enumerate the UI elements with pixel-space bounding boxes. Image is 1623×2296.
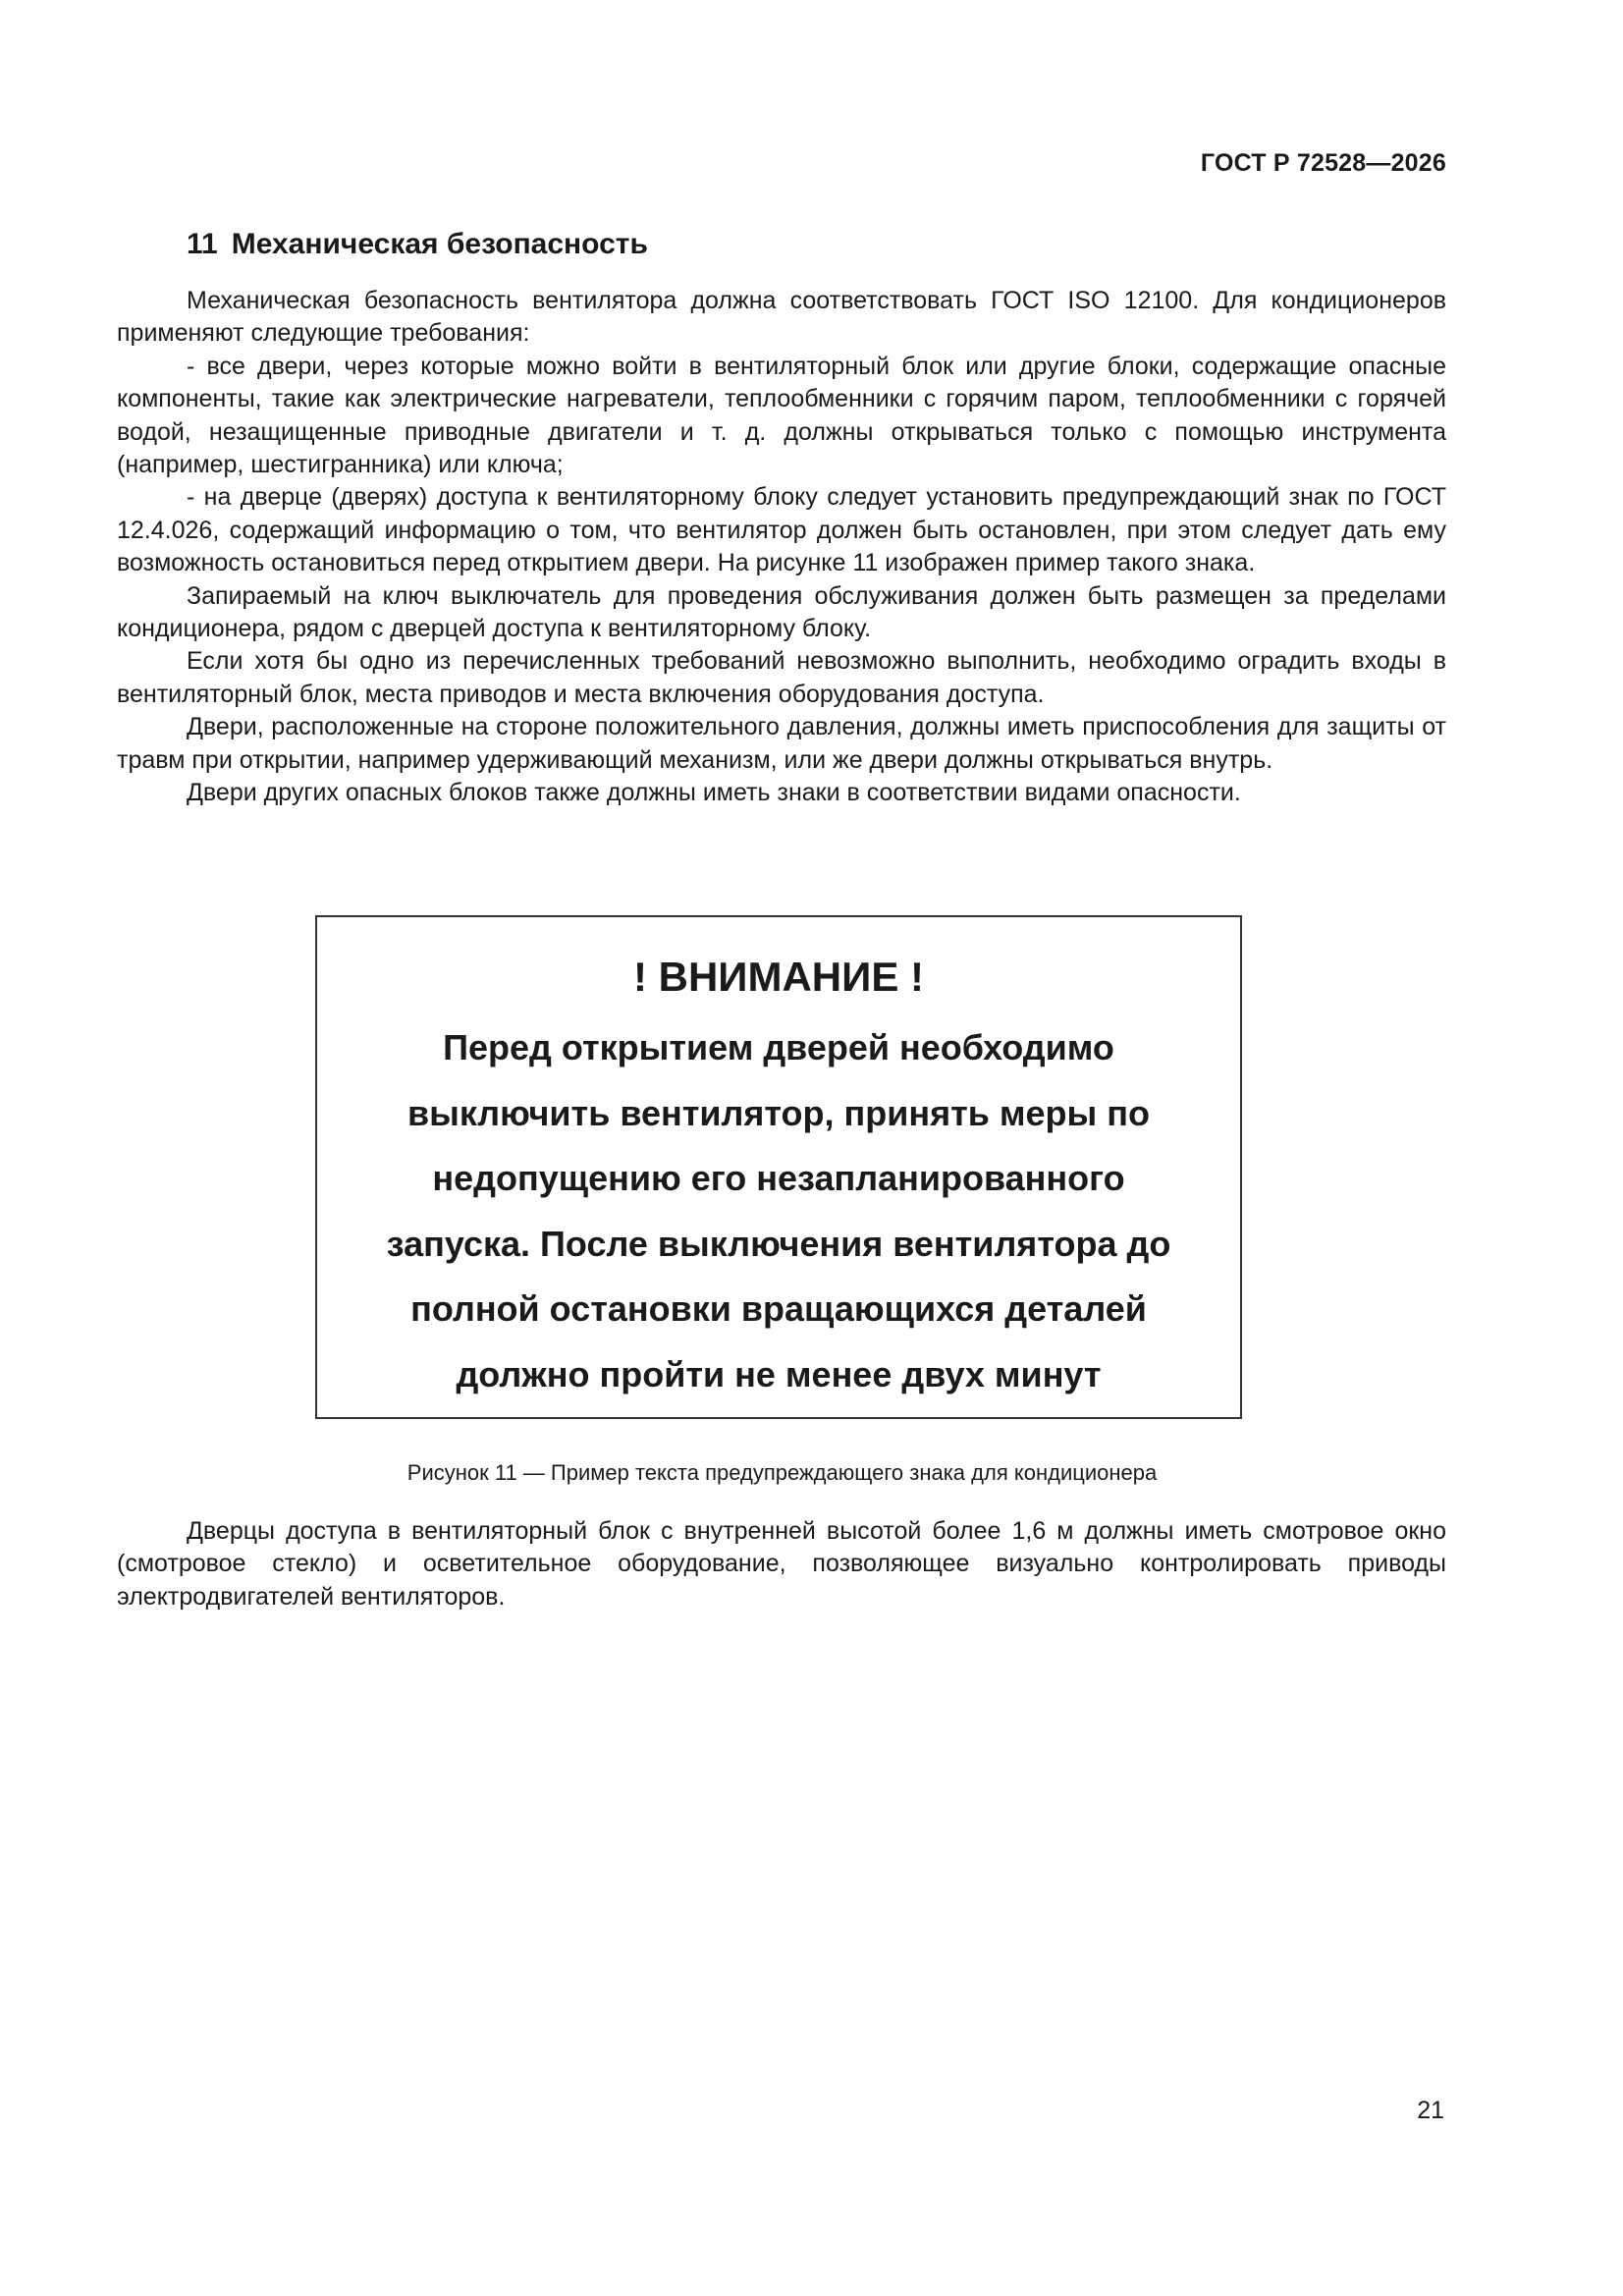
warning-sign-figure — [315, 915, 1242, 1419]
paragraph-requirement-doors: - все двери, через которые можно войти в вентиляторный блок или другие блоки, содержащие опасные компоненты, такие как электрические нагреватели, теплообменники с горячим паром, теплообменники с горячей водой, незащищенные приводные двигатели и т. д. должны открываться только с помощью инструмента (например, шестигранника) или ключа; — [117, 352, 1446, 479]
paragraph-inspection-window: Дверцы доступа в вентиляторный блок с внутренней высотой более 1,6 м должны иметь смотровое окно (смотровое стекло) и осветительное оборудование, позволяющее визуально контролировать приводы электродвигателей вентиляторов. — [117, 1517, 1446, 1611]
paragraph-positive-pressure-doors: Двери, расположенные на стороне положительного давления, должны иметь приспособления для защиты от травм при открытии, например удерживающий механизм, или же двери должны открываться внутрь. — [117, 713, 1446, 774]
warning-sign-title: ! ВНИМАНИЕ ! — [632, 954, 924, 1000]
section-heading — [187, 228, 648, 261]
figure-caption: Рисунок 11 — Пример текста предупреждающего знака для кондиционера — [406, 1460, 1158, 1485]
section-body-continued — [117, 1515, 1446, 1613]
paragraph-lockable-switch: Запираемый на ключ выключатель для проведения обслуживания должен быть размещен за пределами кондиционера, рядом с дверцей доступа к вентиляторному блоку. — [117, 581, 1446, 643]
section-title: Механическая безопасность — [231, 228, 648, 260]
paragraph-other-units: Двери других опасных блоков также должны иметь знаки в соответствии видами опасности. — [187, 779, 1241, 807]
warning-sign-line: полной остановки вращающихся деталей — [410, 1288, 1147, 1329]
document-id-header: ГОСТ Р 72528—2026 — [1200, 149, 1446, 177]
page-number: 21 — [1417, 2097, 1444, 2124]
paragraph-intro: Механическая безопасность вентилятора должна соответствовать ГОСТ ISO 12100. Для кондиционеров применяют следующие требования: — [117, 287, 1446, 348]
warning-sign-line: недопущению его незапланированного — [432, 1158, 1125, 1198]
warning-sign-line: выключить вентилятор, принять меры по — [406, 1092, 1151, 1133]
paragraph-guarding: Если хотя бы одно из перечисленных требований невозможно выполнить, необходимо оградить входы в вентиляторный блок, места приводов и места включения оборудования доступа. — [117, 647, 1446, 708]
warning-sign-line: должно пройти не менее двух минут — [456, 1353, 1102, 1394]
section-number: 11 — [187, 228, 218, 260]
warning-sign-line: запуска. После выключения вентилятора до — [386, 1223, 1171, 1264]
section-body — [117, 285, 1446, 810]
warning-sign-text — [317, 1015, 1240, 1407]
warning-sign-line: Перед открытием дверей необходимо — [443, 1027, 1114, 1067]
paragraph-requirement-warning-sign: - на дверце (дверях) доступа к вентиляторному блоку следует установить предупреждающий знак по ГОСТ 12.4.026, содержащий информацию о том, что вентилятор должен быть остановлен, при этом следует дать ему возможность остановиться перед открытием двери. На рисунке 11 изображен пример такого знака. — [117, 483, 1446, 577]
